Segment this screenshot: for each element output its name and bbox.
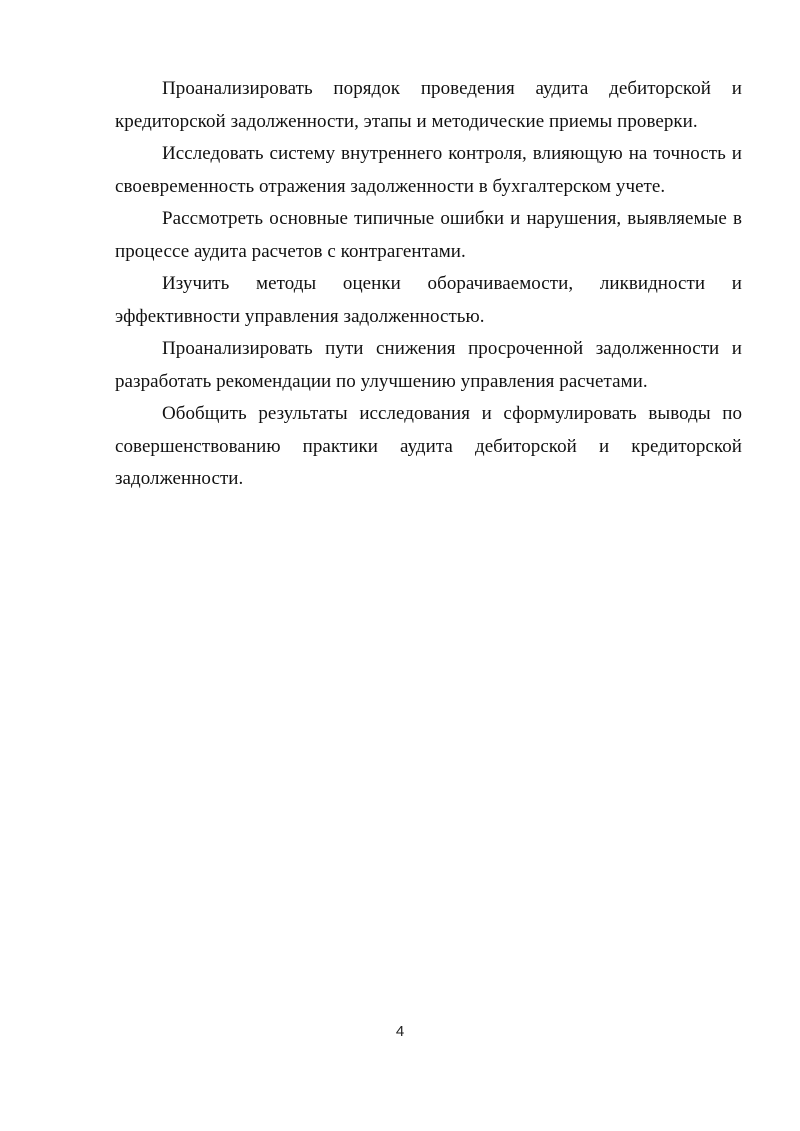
paragraph-4: Изучить методы оценки оборачиваемости, ликвидности и эффективности управления задолженностью. [115,273,742,327]
paragraph-2: Исследовать систему внутреннего контроля, влияющую на точность и своевременность отражения задолженности в бухгалтерском учете. [115,143,742,197]
paragraph-3: Рассмотреть основные типичные ошибки и нарушения, выявляемые в процессе аудита расчетов с контрагентами. [115,208,742,262]
page-number: 4 [395,1023,405,1040]
document-body [115,73,742,496]
paragraph-6: Обобщить результаты исследования и сформулировать выводы по совершенствованию практики аудита дебиторской и кредиторской задолженности. [115,403,742,489]
paragraph-5: Проанализировать пути снижения просроченной задолженности и разработать рекомендации по улучшению управления расчетами. [115,338,742,392]
paragraph-1: Проанализировать порядок проведения аудита дебиторской и кредиторской задолженности, этапы и методические приемы проверки. [115,78,742,132]
